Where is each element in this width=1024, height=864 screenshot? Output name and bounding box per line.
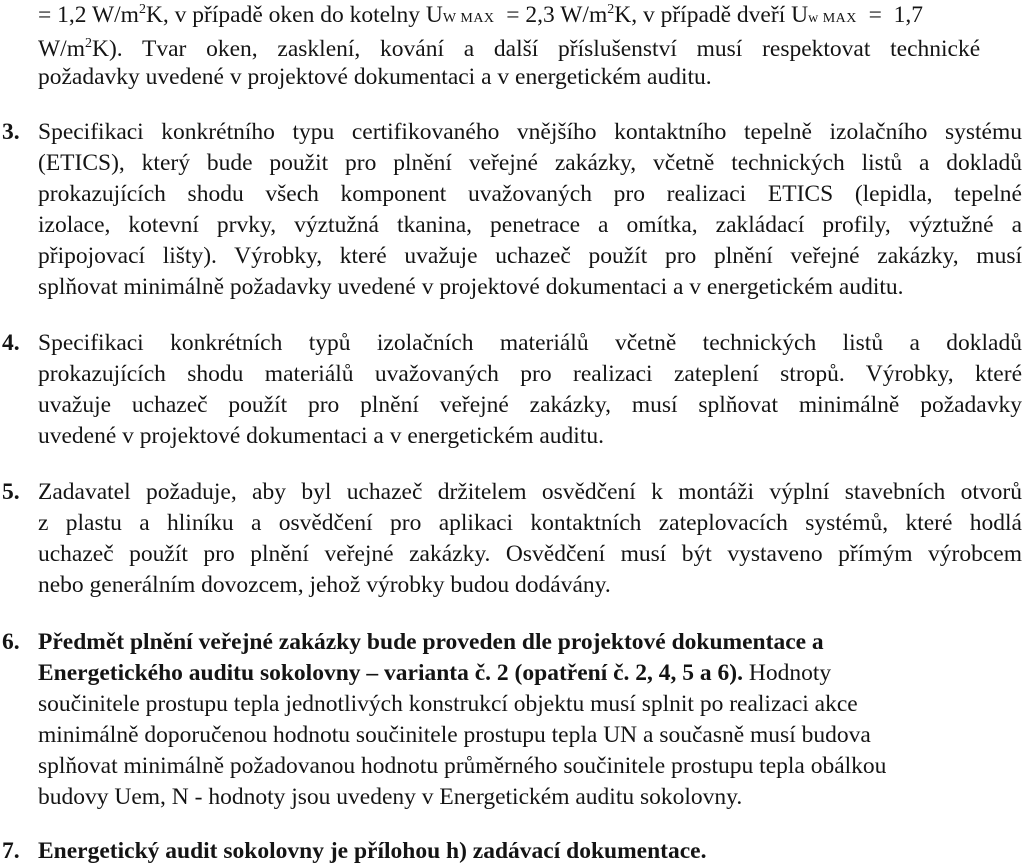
- item-line: Zadavatel požaduje, aby byl uchazeč držitelem osvědčení k montáži výplní stavebních otvorů: [38, 479, 1022, 505]
- item-number: 3.: [2, 119, 20, 145]
- item-line: (ETICS), který bude použit pro plnění veřejné zakázky, včetně technických listů a dokladů: [38, 150, 1022, 176]
- intro-text: K, v případě dveří U: [614, 2, 809, 28]
- intro-line-3: [38, 64, 712, 90]
- item-number: 7.: [2, 838, 20, 864]
- item-number: 5.: [2, 479, 20, 505]
- item-line: prokazujících shodu všech komponent uvažovaných pro realizaci ETICS (lepidla, tepelné: [38, 181, 1022, 207]
- item-line: minimálně doporučenou hodnotu součinitele prostupu tepla UN a současně musí budova: [38, 722, 871, 748]
- item-line: izolace, kotevní prvky, výztužná tkanina, penetrace a omítka, zakládací profily, výztužné a: [38, 212, 1022, 238]
- intro-text: K). Tvar oken, zasklení, kování a další příslušenství musí respektovat technické: [92, 36, 981, 62]
- item-line: prokazujících shodu materiálů uvažovaných pro realizaci zateplení stropů. Výrobky, které: [38, 361, 1022, 387]
- superscript: 2: [85, 36, 92, 52]
- item-line: uvedené v projektové dokumentaci a v energetickém auditu.: [38, 423, 604, 449]
- item-line: uvažuje uchazeč použít pro plnění veřejné zakázky, musí splňovat minimálně požadavky: [38, 392, 1022, 418]
- intro-text: = 1,7: [856, 2, 923, 28]
- intro-text: = 2,3 W/m: [494, 2, 608, 28]
- item-line-tail: Hodnoty: [743, 660, 832, 686]
- item-line: splňovat minimálně požadavky uvedené v projektové dokumentaci a v energetickém auditu.: [38, 274, 904, 300]
- intro-text: požadavky uvedené v projektové dokumentaci a v energetickém auditu.: [38, 64, 712, 90]
- intro-text: K, v případě oken do kotelny U: [145, 2, 443, 28]
- intro-line-1: [38, 2, 923, 32]
- intro-text: W/m: [38, 36, 85, 62]
- item-line: splňovat minimálně požadovanou hodnotu průměrného součinitele prostupu tepla obálkou: [38, 753, 887, 779]
- item-line: budovy Uem, N - hodnoty jsou uvedeny v Energetickém auditu sokolovny.: [38, 784, 743, 810]
- item-line: Specifikaci konkrétního typu certifikovaného vnějšího kontaktního tepelně izolačního systému: [38, 119, 1022, 145]
- item-line: Specifikaci konkrétních typů izolačních materiálů včetně technických listů a dokladů: [38, 330, 1022, 356]
- item-line-bold: Energetického auditu sokolovny – varianta č. 2 (opatření č. 2, 4, 5 a 6).: [38, 660, 743, 686]
- item-line-bold: Předmět plnění veřejné zakázky bude proveden dle projektové dokumentace a: [38, 629, 824, 655]
- item-line: připojovací lišty). Výrobky, které uvažuje uchazeč použít pro plnění veřejné zakázky, musí: [38, 243, 1022, 269]
- item-line: z plastu a hliníku a osvědčení pro aplikaci kontaktních zateplovacích systémů, které hodlá: [38, 510, 1022, 536]
- subscript: W MAX: [442, 11, 495, 26]
- item-number: 4.: [2, 330, 20, 356]
- item-number: 6.: [2, 629, 20, 655]
- item-line: součinitele prostupu tepla jednotlivých konstrukcí objektu musí splnit po realizaci akce: [38, 691, 858, 717]
- intro-text: = 1,2 W/m: [38, 2, 139, 28]
- subscript: w MAX: [808, 11, 857, 26]
- item-line-bold: Energetický audit sokolovny je přílohou h) zadávací dokumentace.: [38, 838, 707, 864]
- item-line: [38, 660, 831, 686]
- item-line: nebo generálním dovozcem, jehož výrobky budou dodávány.: [38, 572, 611, 598]
- item-line: uchazeč použít pro plnění veřejné zakázky. Osvědčení musí být vystaveno přímým výrobcem: [38, 541, 1022, 567]
- superscript: 2: [607, 2, 615, 18]
- superscript: 2: [138, 2, 146, 18]
- intro-line-2: [38, 36, 980, 62]
